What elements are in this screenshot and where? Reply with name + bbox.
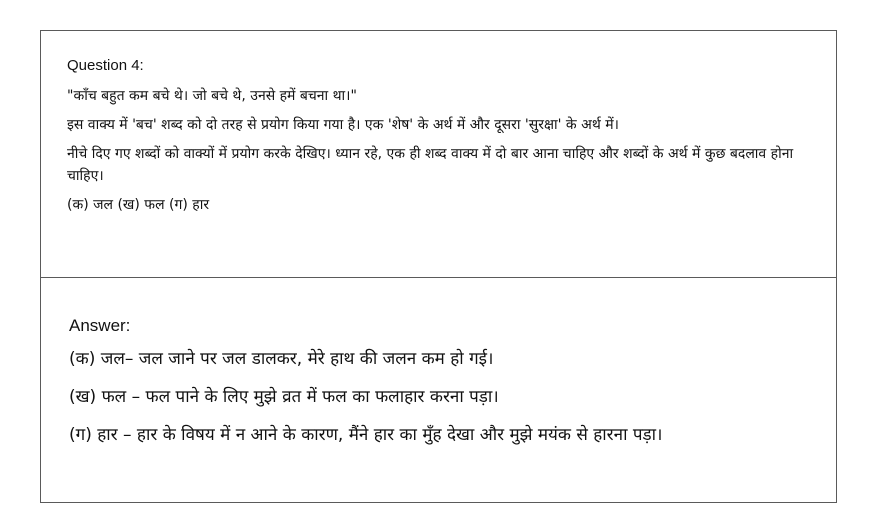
answer-heading: Answer: [69,316,131,335]
answer-panel [40,277,837,503]
question-explanation: इस वाक्य में 'बच' शब्द को दो तरह से प्रयोग किया गया है। एक 'शेष' के अर्थ में और दूसरा 'सुरक्षा' के अर्थ में। [67,117,619,133]
answer-line-haar: (ग) हार – हार के विषय में न आने के कारण, मैंने हार का मुँह देखा और मुझे मयंक से हारना पड़ा। [69,425,663,445]
question-heading: Question 4: [67,57,144,74]
question-instruction: नीचे दिए गए शब्दों को वाक्यों में प्रयोग करके देखिए। ध्यान रहे, एक ही शब्द वाक्य में दो बार आना चाहिए और शब्दों के अर्थ में कुछ बदलाव होना चाहिए। [67,146,794,184]
question-panel [40,30,837,278]
question-quote: "काँच बहुत कम बचे थे। जो बचे थे, उनसे हमें बचना था।" [67,88,357,104]
question-words: (क) जल (ख) फल (ग) हार [67,197,210,213]
answer-line-phal: (ख) फल – फल पाने के लिए मुझे व्रत में फल का फलाहार करना पड़ा। [69,387,499,407]
answer-line-jal: (क) जल– जल जाने पर जल डालकर, मेरे हाथ की जलन कम हो गई। [69,349,494,369]
